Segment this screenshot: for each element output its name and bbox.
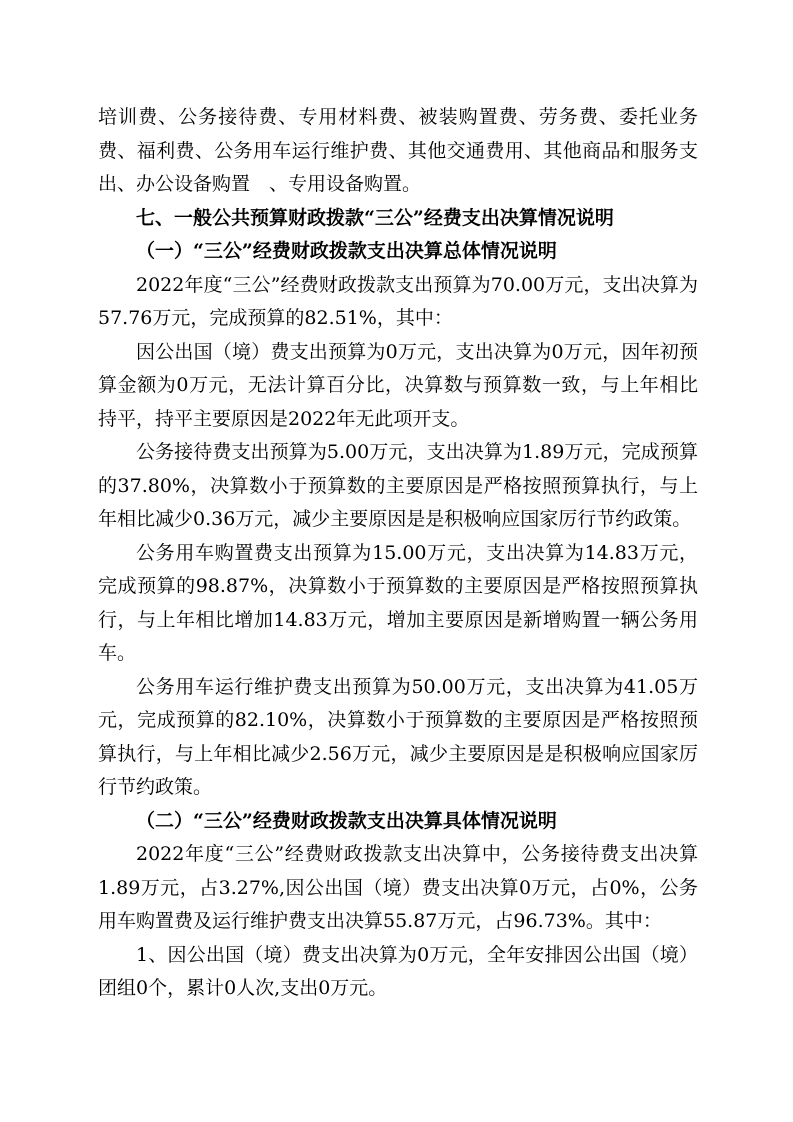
paragraph-vehicle-purchase: 公务用车购置费支出预算为15.00万元，支出决算为14.83万元，完成预算的98.87%，决算数小于预算数的主要原因是严格按照预算执行，与上年相比增加14.83万元，增加主要原因是新增购置一辆公务用车。: [98, 541, 698, 664]
paragraph-expense-items: 培训费、公务接待费、专用材料费、被装购置费、劳务费、委托业务费、福利费、公务用车运行维护费、其他交通费用、其他商品和服务支出、办公设备购置 、专用设备购置。: [98, 106, 698, 195]
paragraph-vehicle-maintenance: 公务用车运行维护费支出预算为50.00万元，支出决算为41.05万元，完成预算的82.10%，决算数小于预算数的主要原因是严格按照预算执行，与上年相比减少2.56万元，减少主要原因是是积极响应国家厉行节约政策。: [98, 675, 698, 798]
subsection-heading-overall: （一）“三公”经费财政拨款支出决算总体情况说明: [136, 240, 557, 262]
section-heading-seven: 七、一般公共预算财政拨款“三公”经费支出决算情况说明: [136, 206, 614, 229]
subsection-heading-specific: （二）“三公”经费财政拨款支出决算具体情况说明: [136, 809, 557, 832]
paragraph-overseas-travel: 因公出国（境）费支出预算为0万元，支出决算为0万元，因年初预算金额为0万元，无法计算百分比，决算数与预算数一致，与上年相比持平，持平主要原因是2022年无此项开支。: [98, 340, 698, 430]
paragraph-overseas-detail: 1、因公出国（境）费支出决算为0万元，全年安排因公出国（境）团组0个，累计0人次,支出0万元。: [98, 943, 698, 999]
document-page: [98, 101, 698, 1006]
paragraph-overall-budget: 2022年度“三公”经费财政拨款支出预算为70.00万元，支出决算为57.76万元，完成预算的82.51%，其中：: [98, 273, 698, 329]
paragraph-reception: 公务接待费支出预算为5.00万元，支出决算为1.89万元，完成预算的37.80%，决算数小于预算数的主要原因是严格按照预算执行，与上年相比减少0.36万元，减少主要原因是是积极响应国家厉行节约政策。: [98, 441, 698, 530]
paragraph-specific-summary: 2022年度“三公”经费财政拨款支出决算中，公务接待费支出决算1.89万元，占3.27%,因公出国（境）费支出决算0万元，占0%，公务用车购置费及运行维护费支出决算55.87万元，占96.73%。其中：: [98, 843, 698, 932]
